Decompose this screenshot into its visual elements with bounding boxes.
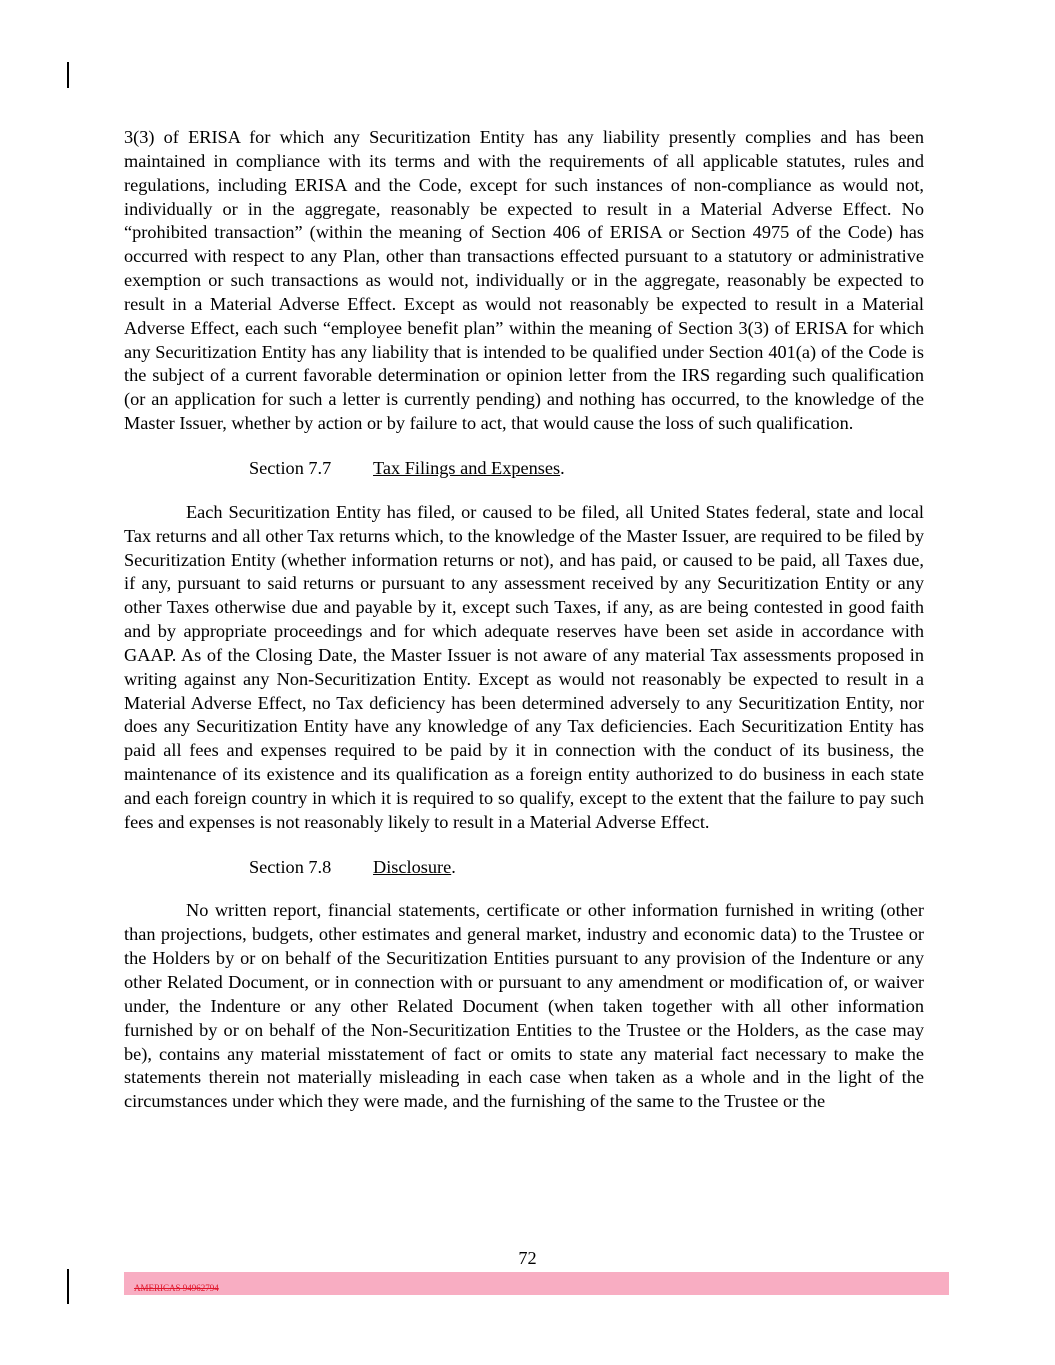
section-7-7-period: . — [560, 457, 565, 478]
document-body — [124, 126, 924, 1114]
footer-highlight-bar — [124, 1272, 949, 1295]
section-7-8-period: . — [451, 856, 456, 877]
section-7-7-heading — [124, 457, 924, 481]
section-7-8-title: Disclosure — [373, 856, 452, 877]
change-bar-top — [67, 62, 69, 88]
section-7-7-number: Section 7.7 — [249, 457, 332, 478]
section-7-8-number: Section 7.8 — [249, 856, 332, 877]
section-7-8-body: No written report, financial statements, certificate or other information furnished in writing (other than projections, budgets, other estimates and general market, industry and economic data) to the Trustee or the Holders by or on behalf of the Securitization Entities pursuant to any provision of the Indenture or any other Related Document, or in connection with or pursuant to any amendment or modification of, or waiver under, the Indenture or any other Related Document (when taken together with all other information furnished by or on behalf of the Non-Securitization Entities to the Trustee or the Holders, as the case may be), contains any material misstatement of fact or omits to state any material fact necessary to make the statements therein not materially misleading in each case when taken as a whole and in the light of the circumstances under which they were made, and the furnishing of the same to the Trustee or the — [124, 900, 924, 1112]
paragraph-erisa: 3(3) of ERISA for which any Securitization Entity has any liability presently complies and has been maintained in compliance with its terms and with the requirements of all applicable statutes, rules and regulations, including ERISA and the Code, except for such instances of non-compliance as would not, individually or in the aggregate, reasonably be expected to result in a Material Adverse Effect. No “prohibited transaction” (within the meaning of Section 406 of ERISA or Section 4975 of the Code) has occurred with respect to any Plan, other than transactions effected pursuant to a statutory or administrative exemption or such transactions as would not, individually or in the aggregate, reasonably be expected to result in a Material Adverse Effect. Except as would not reasonably be expected to result in a Material Adverse Effect, each such “employee benefit plan” within the meaning of Section 3(3) of ERISA for which any Securitization Entity has any liability that is intended to be qualified under Section 401(a) of the Code is the subject of a current favorable determination or opinion letter from the IRS regarding such qualification (or an application for such a letter is currently pending) and nothing has occurred, to the knowledge of the Master Issuer, whether by action or by failure to act, that would cause the loss of such qualification. — [124, 127, 924, 434]
change-bar-bottom — [67, 1269, 69, 1304]
page-number: 72 — [518, 1248, 537, 1268]
footer-document-code: AMERICAS 94962794 — [134, 1283, 219, 1293]
section-7-7-title: Tax Filings and Expenses — [373, 457, 561, 478]
section-7-7-body: Each Securitization Entity has filed, or caused to be filed, all United States federal, state and local Tax returns and all other Tax returns which, to the knowledge of the Master Issuer, are required to be filed by Securitization Entity (whether information returns or not), and has paid, or caused to be paid, all Taxes due, if any, pursuant to said returns or pursuant to any assessment received by any Securitization Entity or any other Taxes otherwise due and payable by it, except such Taxes, if any, as are being contested in good faith and by appropriate proceedings and for which adequate reserves have been set aside in accordance with GAAP. As of the Closing Date, the Master Issuer is not aware of any material Tax assessments proposed in writing against any Non-Securitization Entity. Except as would not reasonably be expected to result in a Material Adverse Effect, no Tax deficiency has been determined adversely to any Securitization Entity, nor does any Securitization Entity have any knowledge of any Tax deficiencies. Each Securitization Entity has paid all fees and expenses required to be paid by it in connection with the conduct of its business, the maintenance of its existence and its qualification as a foreign entity authorized to do business in each state and each foreign country in which it is required to so qualify, except to the extent that the failure to pay such fees and expenses is not reasonably likely to result in a Material Adverse Effect. — [124, 501, 924, 832]
section-7-8-heading — [124, 856, 924, 880]
